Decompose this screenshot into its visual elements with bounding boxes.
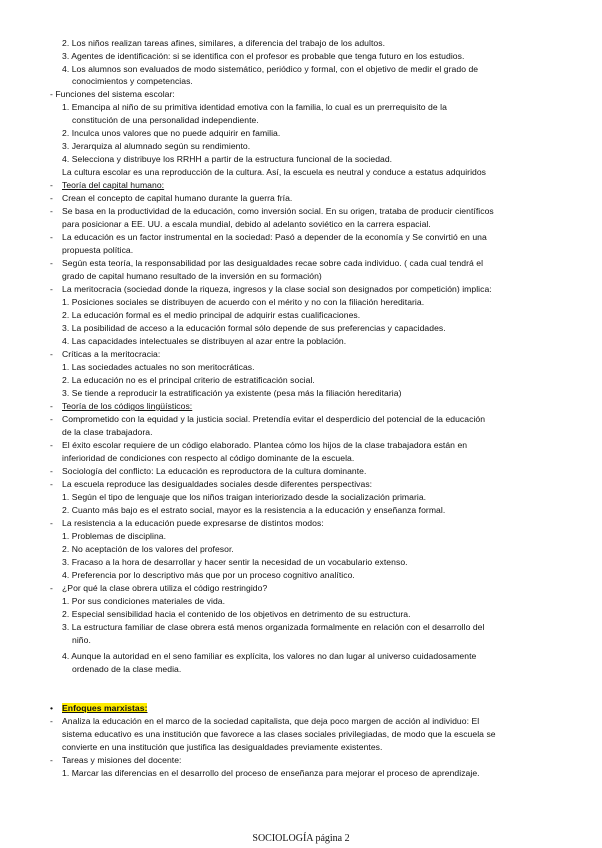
text-line: La educación es un factor instrumental en la sociedad: Pasó a depender de la economía y Se convirtió en una [62,232,487,242]
dash-bullet: - [50,232,53,242]
text-line: 2. No aceptación de los valores del profesor. [62,544,234,554]
text-line: 2. La educación formal es el medio principal de adquirir estas cualificaciones. [62,310,361,320]
text-line: inferioridad de condiciones con respecto al código dominante de la escuela. [62,453,355,463]
text-line: 1. Posiciones sociales se distribuyen de acuerdo con el mérito y no con la filiación hereditaria. [62,297,425,307]
text-line: 1. Por sus condiciones materiales de vida. [62,596,226,606]
text-line: Sociología del conflicto: La educación es reproductora de la cultura dominante. [62,466,367,476]
text-line: propuesta política. [62,245,134,255]
dash-bullet: - [50,258,53,268]
text-line: La cultura escolar es una reproducción de la cultura. Así, la escuela es neutral y conduce a estatus adquiridos [62,167,487,177]
text-line: conocimientos y competencias. [72,76,193,86]
text-line: para posicionar a EE. UU. a escala mundial, debido al adelanto soviético en la carrera espacial. [62,219,431,229]
dash-bullet: - [50,466,53,476]
text-line: 1. Según el tipo de lenguaje que los niños traigan interiorizado desde la socialización primaria. [62,492,427,502]
text-line: 3. Fracaso a la hora de desarrollar y hacer sentir la necesidad de un vocabulario extenso. [62,557,408,567]
text-line: 1. Las sociedades actuales no son meritocráticas. [62,362,255,372]
dash-bullet: - [50,440,53,450]
dash-bullet: - [50,284,53,294]
text-line: 4. Los alumnos son evaluados de modo sistemático, periódico y formal, con el objetivo de medir el grado de [62,64,479,74]
text-line: sistema educativo es una institución que favorece a las clases sociales privilegiadas, de modo que la escuela se [62,729,496,739]
section-heading: - Funciones del sistema escolar: [50,89,175,99]
page-footer: SOCIOLOGÍA página 2 [252,833,350,844]
text-line: El éxito escolar requiere de un código elaborado. Plantea cómo los hijos de la clase trabajadora están en [62,440,468,450]
text-line: 2. La educación no es el principal criterio de estratificación social. [62,375,315,385]
text-line: convierte en una institución que justifica las desigualdades previamente existentes. [62,742,383,752]
dot-bullet: • [50,703,54,713]
text-line: Comprometido con la equidad y la justicia social. Pretendía evitar el desperdicio del potencial de la educación [62,414,486,424]
text-line: niño. [72,635,91,645]
text-line: 3. La estructura familiar de clase obrera está menos organizada formalmente en relación con el desarrollo del [62,622,485,632]
text-line: 4. Selecciona y distribuye los RRHH a partir de la estructura funcional de la sociedad. [62,154,393,164]
text-line: 1. Problemas de disciplina. [62,531,167,541]
text-line: 4. Las capacidades intelectuales se distribuyen al azar entre la población. [62,336,347,346]
text-line: 4. Aunque la autoridad en el seno familiar es explícita, los valores no dan lugar al universo cuidadosamente [62,651,477,661]
text-line: Analiza la educación en el marco de la sociedad capitalista, que deja poco margen de acción al individuo: El [62,716,480,726]
text-line: de la clase trabajadora. [62,427,153,437]
text-line: 2. Inculca unos valores que no puede adquirir en familia. [62,128,281,138]
text-line: ordenado de la clase media. [72,664,182,674]
section-heading: Teoría del capital humano: [62,180,165,190]
text-line: grado de capital humano resultado de la inversión en su formación) [62,271,322,281]
dash-bullet: - [50,206,53,216]
dash-bullet: - [50,583,53,593]
section-heading: Enfoques marxistas: [62,703,148,713]
text-line: La resistencia a la educación puede expresarse de distintos modos: [62,518,324,528]
text-line: Se basa en la productividad de la educación, como inversión social. En su origen, trataba de producir científicos [62,206,494,216]
text-line: Tareas y misiones del docente: [62,755,182,765]
dash-bullet: - [50,518,53,528]
text-line: constitución de una personalidad independiente. [72,115,259,125]
text-line: 1. Emancipa al niño de su primitiva identidad emotiva con la familia, lo cual es un prerrequisito de la [62,102,447,112]
dash-bullet: - [50,755,53,765]
dash-bullet: - [50,414,53,424]
text-line: Críticas a la meritocracia: [62,349,161,359]
text-line: 3. Se tiende a reproducir la estratificación ya existente (pesa más la filiación hereditaria) [62,388,402,398]
dash-bullet: - [50,479,53,489]
dash-bullet: - [50,180,53,190]
text-line: La escuela reproduce las desigualdades sociales desde diferentes perspectivas: [62,479,373,489]
text-line: La meritocracia (sociedad donde la riqueza, ingresos y la clase social son designados por competición) implica: [62,284,492,294]
dash-bullet: - [50,193,53,203]
text-line: Crean el concepto de capital humano durante la guerra fría. [62,193,293,203]
text-line: 2. Especial sensibilidad hacia el contenido de los objetivos en detrimento de su estructura. [62,609,411,619]
section-heading: Teoría de los códigos lingüísticos: [62,401,193,411]
dash-bullet: - [50,401,53,411]
text-line: 3. Agentes de identificación: si se identifica con el profesor es probable que tenga futuro en los estudios. [62,51,465,61]
text-line: 2. Los niños realizan tareas afines, similares, a diferencia del trabajo de los adultos. [62,38,386,48]
text-line: 3. Jerarquiza al alumnado según su rendimiento. [62,141,251,151]
dash-bullet: - [50,716,53,726]
text-line: 2. Cuanto más bajo es el estrato social, mayor es la resistencia a la educación y enseñanza formal. [62,505,446,515]
text-line: Según esta teoría, la responsabilidad por las desigualdades recae sobre cada individuo. ( cada cual tendrá el [62,258,484,268]
text-line: 3. La posibilidad de acceso a la educación formal sólo depende de sus preferencias y capacidades. [62,323,446,333]
text-line: 1. Marcar las diferencias en el desarrollo del proceso de enseñanza para mejorar el proceso de aprendizaje. [62,768,480,778]
text-line: ¿Por qué la clase obrera utiliza el código restringido? [62,583,268,593]
dash-bullet: - [50,349,53,359]
text-line: 4. Preferencia por lo descriptivo más que por un proceso cognitivo analítico. [62,570,355,580]
